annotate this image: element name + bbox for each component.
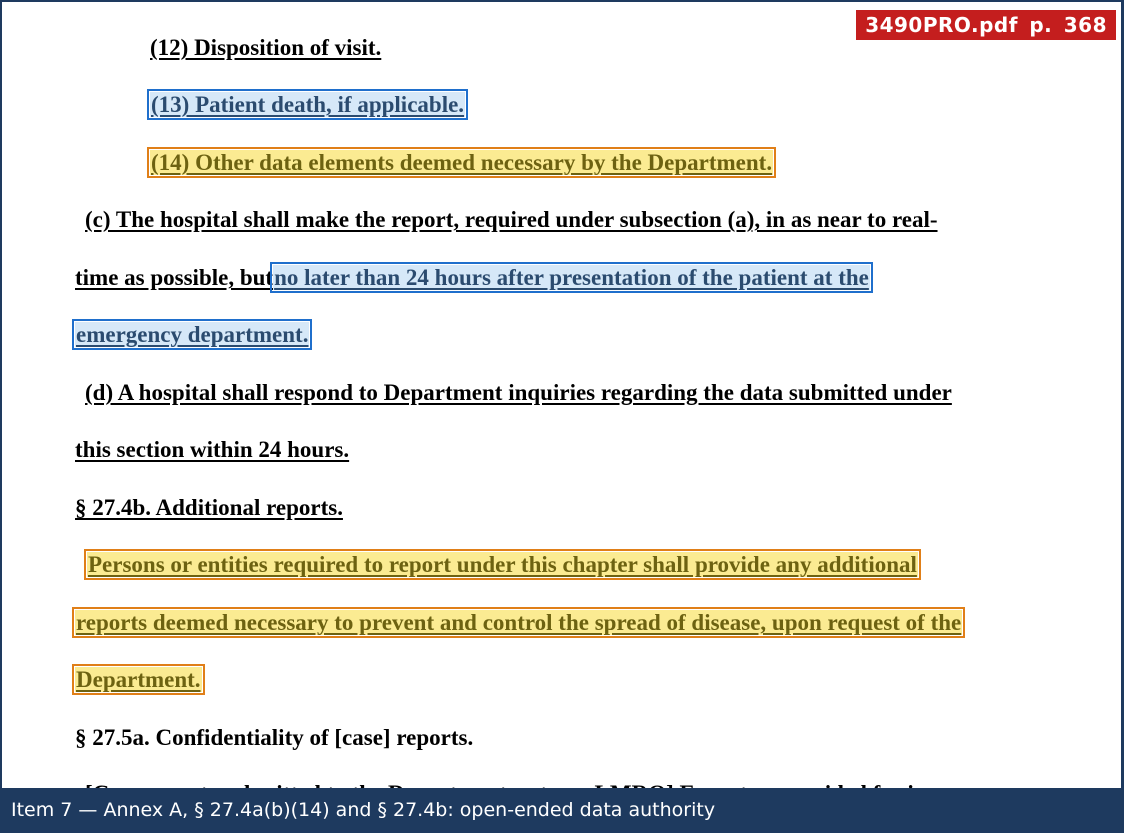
item-14-other-data-line (150, 150, 773, 176)
section-27-5a-heading: § 27.5a. Confidentiality of [case] reports. (75, 725, 474, 750)
document-page (2, 2, 1121, 788)
item-12-disposition: (12) Disposition of visit. (150, 35, 382, 60)
highlight-emergency-department: emergency department. (76, 322, 309, 347)
highlight-additional-reports-2: reports deemed necessary to prevent and control the spread of disease, upon request of the (76, 610, 962, 635)
paragraph-c-line-3 (75, 322, 309, 348)
highlight-item-14: (14) Other data elements deemed necessary by the Department. (151, 150, 773, 175)
highlight-24-hours-deadline: no later than 24 hours after presentation of the patient at the (274, 265, 869, 290)
page-reference-badge: 3490PRO.pdf p. 368 (856, 10, 1116, 40)
paragraph-c-line-1: (c) The hospital shall make the report, required under subsection (a), in as near to real- (85, 207, 938, 232)
highlight-additional-reports-3: Department. (76, 667, 201, 692)
paragraph-c-line-2-start: time as possible, but (75, 265, 274, 290)
paragraph-d-line-1: (d) A hospital shall respond to Department inquiries regarding the data submitted under (85, 380, 952, 405)
paragraph-d-line-2: this section within 24 hours. (75, 437, 350, 462)
section-27-4b-line-1 (87, 552, 918, 578)
section-27-4b-heading: § 27.4b. Additional reports. (75, 495, 343, 520)
caption-bar: Item 7 — Annex A, § 27.4a(b)(14) and § 27.4b: open-ended data authority (0, 788, 1124, 833)
highlight-additional-reports-1: Persons or entities required to report under this chapter shall provide any additional (88, 552, 917, 577)
item-13-patient-death-line (150, 92, 465, 118)
section-27-4b-line-3 (75, 667, 202, 693)
paragraph-c-line-2 (75, 265, 870, 291)
section-27-4b-line-2 (75, 610, 962, 636)
highlight-item-13: (13) Patient death, if applicable. (151, 92, 465, 117)
